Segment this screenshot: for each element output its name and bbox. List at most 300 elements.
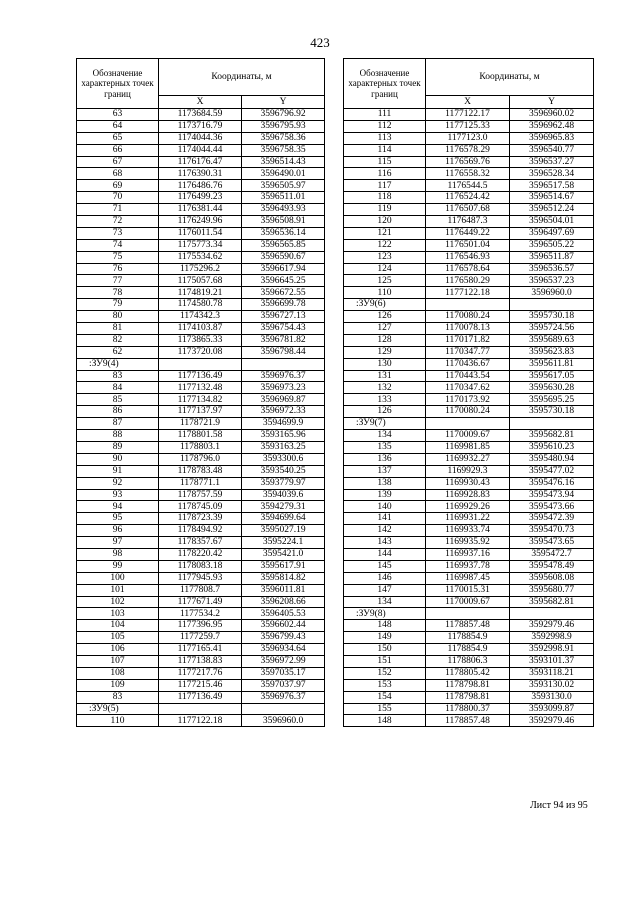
y-cell: 3593779.97 (242, 477, 325, 489)
point-cell: 142 (344, 525, 426, 537)
y-cell (510, 608, 594, 620)
table-row (344, 620, 594, 632)
point-cell: 63 (77, 109, 159, 121)
point-cell: 67 (77, 156, 159, 168)
table-row (77, 632, 325, 644)
point-cell: 83 (77, 370, 159, 382)
y-cell: 3596799.43 (242, 632, 325, 644)
point-cell: 100 (77, 572, 159, 584)
x-cell: 1177671.49 (159, 596, 242, 608)
table-row (344, 132, 594, 144)
table-row (77, 287, 325, 299)
x-cell: 1177534.2 (159, 608, 242, 620)
point-cell: 94 (77, 501, 159, 513)
x-cell (426, 299, 510, 311)
point-cell: 129 (344, 346, 426, 358)
x-cell: 1177215.46 (159, 679, 242, 691)
header-point-label: Обозначение характерных точек границ (77, 59, 159, 109)
x-cell: 1170173.92 (426, 394, 510, 406)
x-cell: 1174044.36 (159, 132, 242, 144)
x-cell: 1176499.23 (159, 192, 242, 204)
x-cell: 1176578.64 (426, 263, 510, 275)
table-row (344, 596, 594, 608)
y-cell: 3596011.81 (242, 584, 325, 596)
table-row (77, 382, 325, 394)
y-cell: 3592998.9 (510, 632, 594, 644)
x-cell: 1178721.9 (159, 418, 242, 430)
table-row (344, 263, 594, 275)
x-cell: 1178854.9 (426, 632, 510, 644)
x-cell: 1175773.34 (159, 239, 242, 251)
x-cell: 1169987.45 (426, 572, 510, 584)
header-y: Y (242, 96, 325, 109)
point-cell: 89 (77, 441, 159, 453)
table-row (77, 584, 325, 596)
x-cell: 1170015.31 (426, 584, 510, 596)
y-cell: 3596672.55 (242, 287, 325, 299)
y-cell: 3596208.66 (242, 596, 325, 608)
y-cell: 3596590.67 (242, 251, 325, 263)
point-cell: 121 (344, 227, 426, 239)
point-cell: 110 (77, 715, 159, 727)
table-row (77, 144, 325, 156)
x-cell: 1177259.7 (159, 632, 242, 644)
y-cell: 3595476.16 (510, 477, 594, 489)
y-cell: 3595473.66 (510, 501, 594, 513)
table-row (344, 168, 594, 180)
x-cell: 1176501.04 (426, 239, 510, 251)
y-cell: 3594279.31 (242, 501, 325, 513)
point-cell: 125 (344, 275, 426, 287)
table-row (77, 334, 325, 346)
table-row (77, 608, 325, 620)
point-cell: 104 (77, 620, 159, 632)
x-cell: 1177137.97 (159, 406, 242, 418)
y-cell: 3596508.91 (242, 216, 325, 228)
point-cell: 75 (77, 251, 159, 263)
y-cell: 3595617.91 (242, 560, 325, 572)
table-row (77, 441, 325, 453)
table-row (344, 394, 594, 406)
point-cell: 82 (77, 334, 159, 346)
y-cell: 3596617.94 (242, 263, 325, 275)
y-cell: 3593101.37 (510, 655, 594, 667)
y-cell: 3596490.01 (242, 168, 325, 180)
table-row (344, 537, 594, 549)
y-cell: 3592979.46 (510, 620, 594, 632)
table-row (77, 299, 325, 311)
point-cell: 143 (344, 537, 426, 549)
x-cell: 1177136.49 (159, 691, 242, 703)
point-cell: :ЗУ9(7) (344, 418, 426, 430)
x-cell: 1177396.95 (159, 620, 242, 632)
y-cell (242, 703, 325, 715)
point-cell: 117 (344, 180, 426, 192)
y-cell: 3596505.22 (510, 239, 594, 251)
point-cell: 109 (77, 679, 159, 691)
y-cell: 3596934.64 (242, 644, 325, 656)
point-cell: 116 (344, 168, 426, 180)
x-cell: 1176381.44 (159, 204, 242, 216)
x-cell: 1178757.59 (159, 489, 242, 501)
point-cell: 70 (77, 192, 159, 204)
coordinates-table-left (76, 58, 325, 727)
y-cell: 3595608.08 (510, 572, 594, 584)
x-cell: 1178745.09 (159, 501, 242, 513)
point-cell: 92 (77, 477, 159, 489)
table-row (77, 406, 325, 418)
x-cell: 1174103.87 (159, 323, 242, 335)
table-row (344, 703, 594, 715)
point-cell: 108 (77, 667, 159, 679)
y-cell: 3595623.83 (510, 346, 594, 358)
table-row (77, 489, 325, 501)
point-cell: 110 (344, 287, 426, 299)
y-cell: 3596537.27 (510, 156, 594, 168)
x-cell: 1174044.44 (159, 144, 242, 156)
x-cell: 1174819.21 (159, 287, 242, 299)
point-cell: 91 (77, 465, 159, 477)
x-cell: 1169933.74 (426, 525, 510, 537)
point-cell: 76 (77, 263, 159, 275)
point-cell: 124 (344, 263, 426, 275)
x-cell: 1169928.83 (426, 489, 510, 501)
table-row (77, 453, 325, 465)
x-cell: 1169929.3 (426, 465, 510, 477)
y-cell: 3595477.02 (510, 465, 594, 477)
x-cell: 1178854.9 (426, 644, 510, 656)
point-cell: 148 (344, 715, 426, 727)
table-row (77, 679, 325, 691)
x-cell: 1170080.24 (426, 406, 510, 418)
x-cell: 1177945.93 (159, 572, 242, 584)
y-cell: 3592998.91 (510, 644, 594, 656)
table-row (77, 227, 325, 239)
y-cell: 3594699.64 (242, 513, 325, 525)
y-cell: 3596514.67 (510, 192, 594, 204)
section-row (344, 608, 594, 620)
x-cell: 1170436.67 (426, 358, 510, 370)
x-cell (159, 703, 242, 715)
x-cell: 1178723.39 (159, 513, 242, 525)
table-row (344, 251, 594, 263)
point-cell: 68 (77, 168, 159, 180)
x-cell: 1173720.08 (159, 346, 242, 358)
table-row (344, 406, 594, 418)
x-cell: 1170080.24 (426, 311, 510, 323)
x-cell: 1169930.43 (426, 477, 510, 489)
x-cell: 1177122.18 (159, 715, 242, 727)
y-cell (510, 299, 594, 311)
table-row (77, 323, 325, 335)
x-cell: 1178801.58 (159, 430, 242, 442)
y-cell: 3596602.44 (242, 620, 325, 632)
x-cell (426, 418, 510, 430)
point-cell: 107 (77, 655, 159, 667)
table-row (77, 275, 325, 287)
table-row (344, 192, 594, 204)
table-row (344, 715, 594, 727)
x-cell: 1177136.49 (159, 370, 242, 382)
point-cell: 72 (77, 216, 159, 228)
y-cell: 3595617.05 (510, 370, 594, 382)
x-cell: 1176249.96 (159, 216, 242, 228)
y-cell: 3596504.01 (510, 216, 594, 228)
x-cell: 1170347.62 (426, 382, 510, 394)
y-cell: 3595682.81 (510, 596, 594, 608)
x-cell: 1176580.29 (426, 275, 510, 287)
section-row (77, 358, 325, 370)
y-cell: 3596976.37 (242, 370, 325, 382)
y-cell: 3596505.97 (242, 180, 325, 192)
point-cell: 149 (344, 632, 426, 644)
y-cell: 3596965.83 (510, 132, 594, 144)
table-row (344, 180, 594, 192)
point-cell: :ЗУ9(4) (77, 358, 159, 370)
y-cell: 3596727.13 (242, 311, 325, 323)
table-row (77, 239, 325, 251)
point-cell: 78 (77, 287, 159, 299)
y-cell: 3595224.1 (242, 537, 325, 549)
point-cell: 146 (344, 572, 426, 584)
point-cell: 81 (77, 323, 159, 335)
table-row (344, 358, 594, 370)
table-row (344, 501, 594, 513)
table-row (77, 109, 325, 121)
x-cell: 1178857.48 (426, 715, 510, 727)
point-cell: 83 (77, 691, 159, 703)
point-cell: 71 (77, 204, 159, 216)
x-cell: 1178771.1 (159, 477, 242, 489)
x-cell: 1170078.13 (426, 323, 510, 335)
x-cell: 1176569.76 (426, 156, 510, 168)
table-row (344, 489, 594, 501)
y-cell: 3596796.92 (242, 109, 325, 121)
x-cell: 1177122.17 (426, 109, 510, 121)
table-row (344, 156, 594, 168)
point-cell: 66 (77, 144, 159, 156)
point-cell: 127 (344, 323, 426, 335)
x-cell: 1177808.7 (159, 584, 242, 596)
table-row (77, 204, 325, 216)
y-cell: 3596973.23 (242, 382, 325, 394)
x-cell: 1174580.78 (159, 299, 242, 311)
y-cell: 3593540.25 (242, 465, 325, 477)
x-cell: 1175296.2 (159, 263, 242, 275)
section-row (344, 299, 594, 311)
y-cell: 3593300.6 (242, 453, 325, 465)
x-cell: 1170443.54 (426, 370, 510, 382)
table-row (77, 216, 325, 228)
point-cell: 154 (344, 691, 426, 703)
point-cell: 144 (344, 548, 426, 560)
x-cell: 1178857.48 (426, 620, 510, 632)
coordinates-table-right (343, 58, 594, 727)
point-cell: 65 (77, 132, 159, 144)
table-row (344, 311, 594, 323)
table-row (77, 525, 325, 537)
point-cell: 134 (344, 596, 426, 608)
point-cell: 131 (344, 370, 426, 382)
x-cell: 1173716.79 (159, 120, 242, 132)
header-y: Y (510, 96, 594, 109)
x-cell: 1169981.85 (426, 441, 510, 453)
x-cell: 1170171.82 (426, 334, 510, 346)
point-cell: 90 (77, 453, 159, 465)
x-cell: 1175534.62 (159, 251, 242, 263)
point-cell: 128 (344, 334, 426, 346)
table-row (344, 465, 594, 477)
point-cell: 98 (77, 548, 159, 560)
table-row (344, 370, 594, 382)
table-row (77, 644, 325, 656)
point-cell: 132 (344, 382, 426, 394)
y-cell: 3595724.56 (510, 323, 594, 335)
point-cell: 141 (344, 513, 426, 525)
x-cell: 1178083.18 (159, 560, 242, 572)
point-cell: 119 (344, 204, 426, 216)
x-cell: 1176544.5 (426, 180, 510, 192)
table-row (77, 477, 325, 489)
table-row (77, 311, 325, 323)
x-cell: 1173684.59 (159, 109, 242, 121)
y-cell: 3595480.94 (510, 453, 594, 465)
table-row (344, 109, 594, 121)
table-row (344, 691, 594, 703)
x-cell: 1169937.16 (426, 548, 510, 560)
x-cell (159, 358, 242, 370)
x-cell: 1176011.54 (159, 227, 242, 239)
table-row (344, 430, 594, 442)
y-cell: 3596960.0 (242, 715, 325, 727)
y-cell: 3596960.0 (510, 287, 594, 299)
table-row (77, 263, 325, 275)
x-cell: 1178805.42 (426, 667, 510, 679)
point-cell: 103 (77, 608, 159, 620)
y-cell: 3596798.44 (242, 346, 325, 358)
table-row (344, 525, 594, 537)
table-row (77, 180, 325, 192)
y-cell: 3596781.82 (242, 334, 325, 346)
point-cell: :ЗУ9(6) (344, 299, 426, 311)
section-row (344, 418, 594, 430)
y-cell: 3596972.33 (242, 406, 325, 418)
table-row (344, 453, 594, 465)
point-cell: :ЗУ9(5) (77, 703, 159, 715)
y-cell: 3595814.82 (242, 572, 325, 584)
table-row (344, 120, 594, 132)
point-cell: :ЗУ9(8) (344, 608, 426, 620)
x-cell: 1177125.33 (426, 120, 510, 132)
table-row (77, 120, 325, 132)
point-cell: 80 (77, 311, 159, 323)
point-cell: 97 (77, 537, 159, 549)
point-cell: 140 (344, 501, 426, 513)
point-cell: 126 (344, 311, 426, 323)
x-cell: 1177165.41 (159, 644, 242, 656)
table-row (77, 394, 325, 406)
y-cell: 3595695.25 (510, 394, 594, 406)
point-cell: 96 (77, 525, 159, 537)
y-cell: 3596962.48 (510, 120, 594, 132)
header-point-label: Обозначение характерных точек границ (344, 59, 426, 109)
point-cell: 123 (344, 251, 426, 263)
x-cell: 1178494.92 (159, 525, 242, 537)
point-cell: 150 (344, 644, 426, 656)
table-row (344, 632, 594, 644)
x-cell: 1178806.3 (426, 655, 510, 667)
y-cell: 3593130.0 (510, 691, 594, 703)
table-row (77, 667, 325, 679)
y-cell: 3595680.77 (510, 584, 594, 596)
y-cell: 3596960.02 (510, 109, 594, 121)
table-row (344, 227, 594, 239)
y-cell: 3593130.02 (510, 679, 594, 691)
y-cell: 3595730.18 (510, 311, 594, 323)
x-cell: 1169935.92 (426, 537, 510, 549)
point-cell: 126 (344, 406, 426, 418)
point-cell: 152 (344, 667, 426, 679)
y-cell: 3596540.77 (510, 144, 594, 156)
y-cell: 3596511.87 (510, 251, 594, 263)
x-cell: 1177134.82 (159, 394, 242, 406)
point-cell: 64 (77, 120, 159, 132)
point-cell: 120 (344, 216, 426, 228)
point-cell: 134 (344, 430, 426, 442)
point-cell: 93 (77, 489, 159, 501)
point-cell: 133 (344, 394, 426, 406)
y-cell: 3597035.17 (242, 667, 325, 679)
x-cell: 1178796.0 (159, 453, 242, 465)
table-row (77, 430, 325, 442)
table-row (344, 346, 594, 358)
point-cell: 77 (77, 275, 159, 287)
x-cell: 1178220.42 (159, 548, 242, 560)
x-cell: 1176578.29 (426, 144, 510, 156)
y-cell: 3595689.63 (510, 334, 594, 346)
x-cell: 1176390.31 (159, 168, 242, 180)
x-cell: 1174342.3 (159, 311, 242, 323)
point-cell: 145 (344, 560, 426, 572)
y-cell: 3596976.37 (242, 691, 325, 703)
y-cell: 3595470.73 (510, 525, 594, 537)
table-row (77, 572, 325, 584)
y-cell: 3595473.65 (510, 537, 594, 549)
table-row (77, 620, 325, 632)
table-row (344, 548, 594, 560)
x-cell: 1170009.67 (426, 430, 510, 442)
table-row (344, 441, 594, 453)
x-cell: 1169931.22 (426, 513, 510, 525)
point-cell: 105 (77, 632, 159, 644)
point-cell: 153 (344, 679, 426, 691)
table-row (344, 275, 594, 287)
header-x: X (426, 96, 510, 109)
table-row (77, 560, 325, 572)
sheet-footer: Лист 94 из 95 (530, 800, 588, 811)
y-cell: 3596528.34 (510, 168, 594, 180)
y-cell: 3593118.21 (510, 667, 594, 679)
table-row (344, 560, 594, 572)
table-row (77, 596, 325, 608)
y-cell: 3596536.14 (242, 227, 325, 239)
x-cell: 1177122.18 (426, 287, 510, 299)
point-cell: 113 (344, 132, 426, 144)
table-row (77, 132, 325, 144)
y-cell: 3596497.69 (510, 227, 594, 239)
point-cell: 88 (77, 430, 159, 442)
table-row (344, 204, 594, 216)
